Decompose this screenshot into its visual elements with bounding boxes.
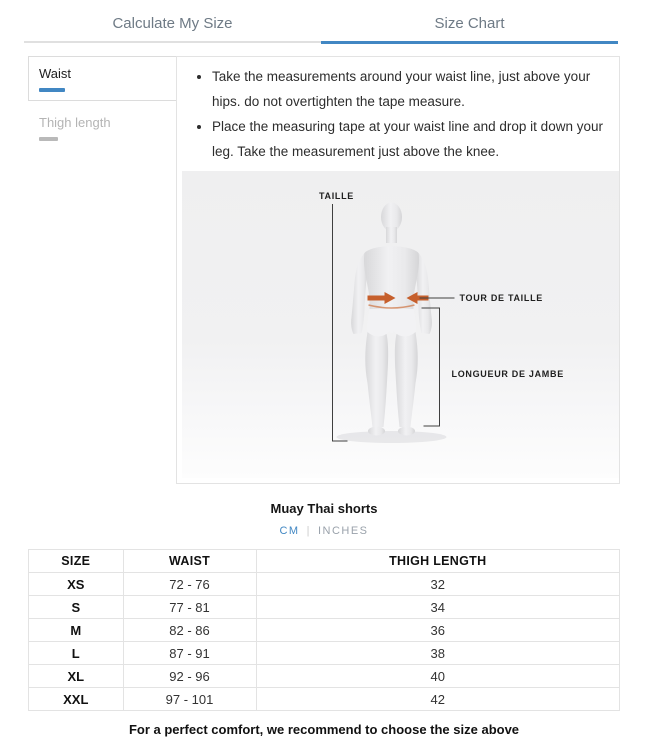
floor-shadow	[337, 431, 447, 443]
sidebar-item-label: Waist	[39, 66, 72, 81]
waist-value: 87 - 91	[123, 642, 256, 665]
table-row	[29, 596, 620, 619]
size-chart-panel	[28, 56, 620, 484]
waist-value: 97 - 101	[123, 688, 256, 711]
product-name: Muay Thai shorts	[270, 501, 378, 516]
table-row	[29, 573, 620, 596]
col-header-size: SIZE	[29, 550, 124, 573]
size-recommendation-note: For a perfect comfort, we recommend to choose the size above	[128, 722, 520, 737]
tab-size-chart[interactable]: Size Chart	[321, 15, 618, 44]
sidebar-item-thigh-length[interactable]	[28, 115, 176, 141]
inactive-indicator-bar	[39, 137, 58, 141]
waist-value: 77 - 81	[123, 596, 256, 619]
instructions-content	[176, 56, 620, 484]
thigh-length-value: 36	[256, 619, 619, 642]
col-header-waist: WAIST	[123, 550, 256, 573]
col-header-thigh-length: THIGH LENGTH	[256, 550, 619, 573]
size-value: L	[29, 642, 124, 665]
instruction-item: • Place the measuring tape at your waist line and drop it down your leg. Take the measurement just above the knee.	[212, 114, 605, 164]
unit-toggle	[28, 525, 620, 537]
thigh-length-value: 42	[256, 688, 619, 711]
unit-cm-button[interactable]: CM	[279, 525, 300, 537]
measurement-figure	[182, 171, 619, 478]
table-header-row	[29, 550, 620, 573]
waist-value: 82 - 86	[123, 619, 256, 642]
table-row	[29, 665, 620, 688]
height-label: TAILLE	[318, 191, 355, 201]
tab-bar	[0, 0, 650, 43]
instruction-list	[177, 64, 605, 164]
unit-inches-button[interactable]: INCHES	[317, 525, 369, 537]
waist-label: TOUR DE TAILLE	[459, 293, 543, 303]
size-table	[28, 549, 620, 711]
active-indicator-bar	[39, 88, 65, 92]
tab-calculate-my-size[interactable]: Calculate My Size	[24, 15, 321, 43]
size-value: XXL	[29, 688, 124, 711]
leg-length-label: LONGUEUR DE JAMBE	[451, 369, 564, 379]
size-value: XS	[29, 573, 124, 596]
size-value: S	[29, 596, 124, 619]
size-value: M	[29, 619, 124, 642]
thigh-length-value: 34	[256, 596, 619, 619]
waist-value: 92 - 96	[123, 665, 256, 688]
sidebar-item-waist[interactable]	[28, 56, 176, 101]
table-row	[29, 619, 620, 642]
measurement-sidebar	[28, 56, 176, 484]
thigh-length-value: 32	[256, 573, 619, 596]
sidebar-item-label: Thigh length	[39, 115, 111, 130]
table-row	[29, 688, 620, 711]
waist-value: 72 - 76	[123, 573, 256, 596]
instruction-item: • Take the measurements around your waist line, just above your hips. do not overtighten the tape measure.	[212, 64, 605, 114]
unit-separator: |	[306, 525, 311, 537]
thigh-length-value: 40	[256, 665, 619, 688]
mannequin-shorts	[367, 309, 416, 336]
thigh-length-value: 38	[256, 642, 619, 665]
mannequin-illustration	[182, 171, 619, 478]
table-row	[29, 642, 620, 665]
size-value: XL	[29, 665, 124, 688]
size-table-section	[28, 501, 620, 737]
